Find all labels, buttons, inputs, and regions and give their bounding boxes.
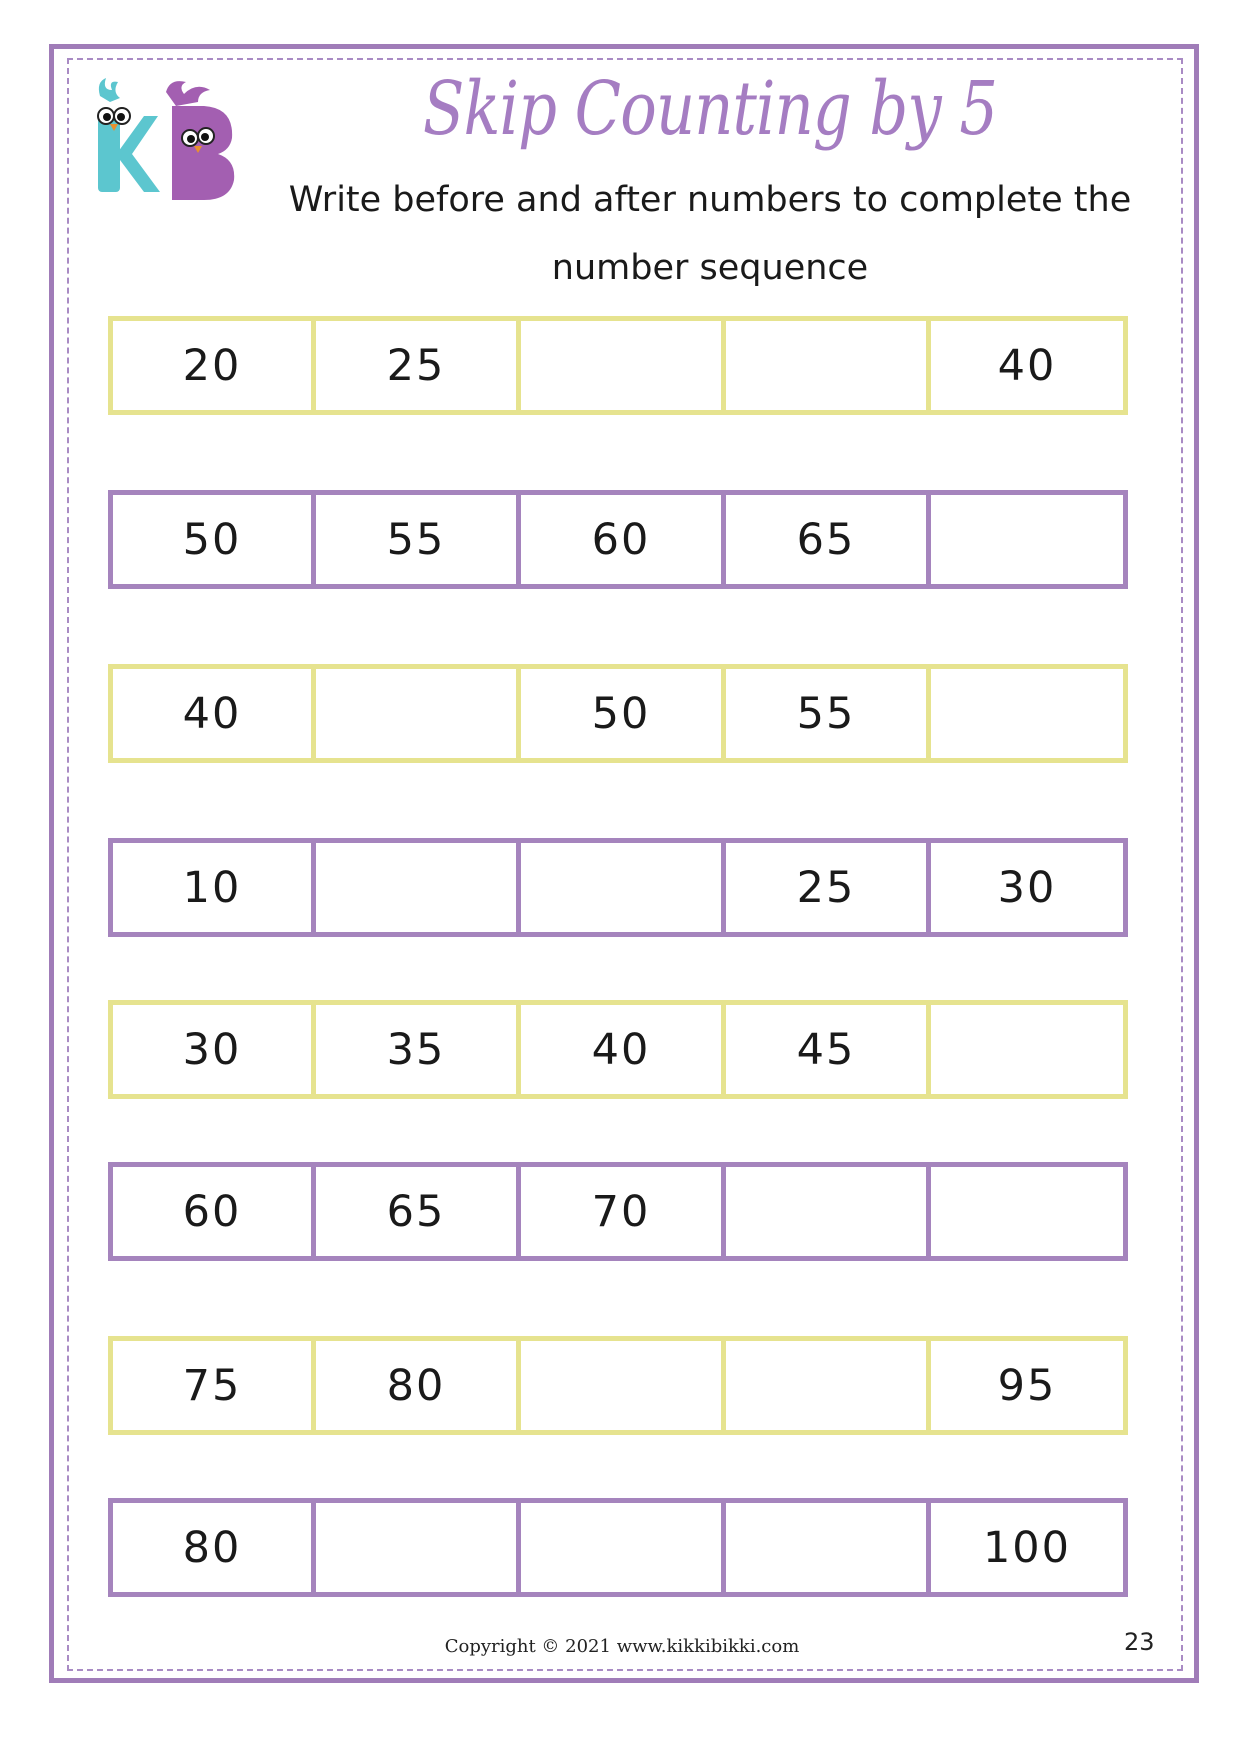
answer-box-blank[interactable]: [521, 316, 726, 415]
answer-box-blank[interactable]: [316, 838, 521, 937]
sequence-number-box: 25: [316, 316, 521, 415]
answer-box-blank[interactable]: [316, 1498, 521, 1597]
sequence-row: [108, 1000, 1128, 1099]
sequence-number-box: 35: [316, 1000, 521, 1099]
sequence-row: [108, 490, 1128, 589]
answer-box-blank[interactable]: [726, 316, 931, 415]
answer-box-blank[interactable]: [931, 664, 1128, 763]
sequence-number-box: 40: [108, 664, 316, 763]
answer-box-blank[interactable]: [521, 838, 726, 937]
sequence-row: [108, 1336, 1128, 1435]
answer-box-blank[interactable]: [931, 490, 1128, 589]
sequence-number-box: 50: [108, 490, 316, 589]
answer-box-blank[interactable]: [726, 1336, 931, 1435]
sequence-row: [108, 664, 1128, 763]
sequence-number-box: 25: [726, 838, 931, 937]
sequence-number-box: 95: [931, 1336, 1128, 1435]
kikkibikki-logo: [86, 76, 246, 216]
answer-box-blank[interactable]: [316, 664, 521, 763]
sequence-number-box: 65: [316, 1162, 521, 1261]
sequence-number-box: 60: [521, 490, 726, 589]
sequence-number-box: 70: [521, 1162, 726, 1261]
sequence-row: [108, 838, 1128, 937]
answer-box-blank[interactable]: [931, 1162, 1128, 1261]
sequence-number-box: 10: [108, 838, 316, 937]
sequence-number-box: 65: [726, 490, 931, 589]
sequence-number-box: 40: [521, 1000, 726, 1099]
page-number: 23: [1124, 1628, 1155, 1656]
sequence-number-box: 60: [108, 1162, 316, 1261]
answer-box-blank[interactable]: [521, 1498, 726, 1597]
sequence-row: [108, 316, 1128, 415]
copyright-footer: Copyright © 2021 www.kikkibikki.com: [444, 1636, 800, 1657]
answer-box-blank[interactable]: [726, 1498, 931, 1597]
sequence-number-box: 100: [931, 1498, 1128, 1597]
sequence-number-box: 30: [931, 838, 1128, 937]
sequence-number-box: 50: [521, 664, 726, 763]
logo-letter-b: [166, 81, 234, 200]
sequence-number-box: 45: [726, 1000, 931, 1099]
sequence-number-box: 30: [108, 1000, 316, 1099]
answer-box-blank[interactable]: [521, 1336, 726, 1435]
worksheet-instructions: Write before and after numbers to complete the number sequence: [288, 180, 1132, 288]
sequence-number-box: 20: [108, 316, 316, 415]
sequence-number-box: 55: [726, 664, 931, 763]
worksheet-title: Skip Counting by 5: [422, 66, 998, 152]
logo-letter-k: [98, 78, 160, 192]
sequence-number-box: 75: [108, 1336, 316, 1435]
sequence-number-box: 55: [316, 490, 521, 589]
sequence-number-box: 80: [108, 1498, 316, 1597]
sequence-number-box: 40: [931, 316, 1128, 415]
sequence-row: [108, 1498, 1128, 1597]
sequence-row: [108, 1162, 1128, 1261]
answer-box-blank[interactable]: [726, 1162, 931, 1261]
sequence-number-box: 80: [316, 1336, 521, 1435]
answer-box-blank[interactable]: [931, 1000, 1128, 1099]
